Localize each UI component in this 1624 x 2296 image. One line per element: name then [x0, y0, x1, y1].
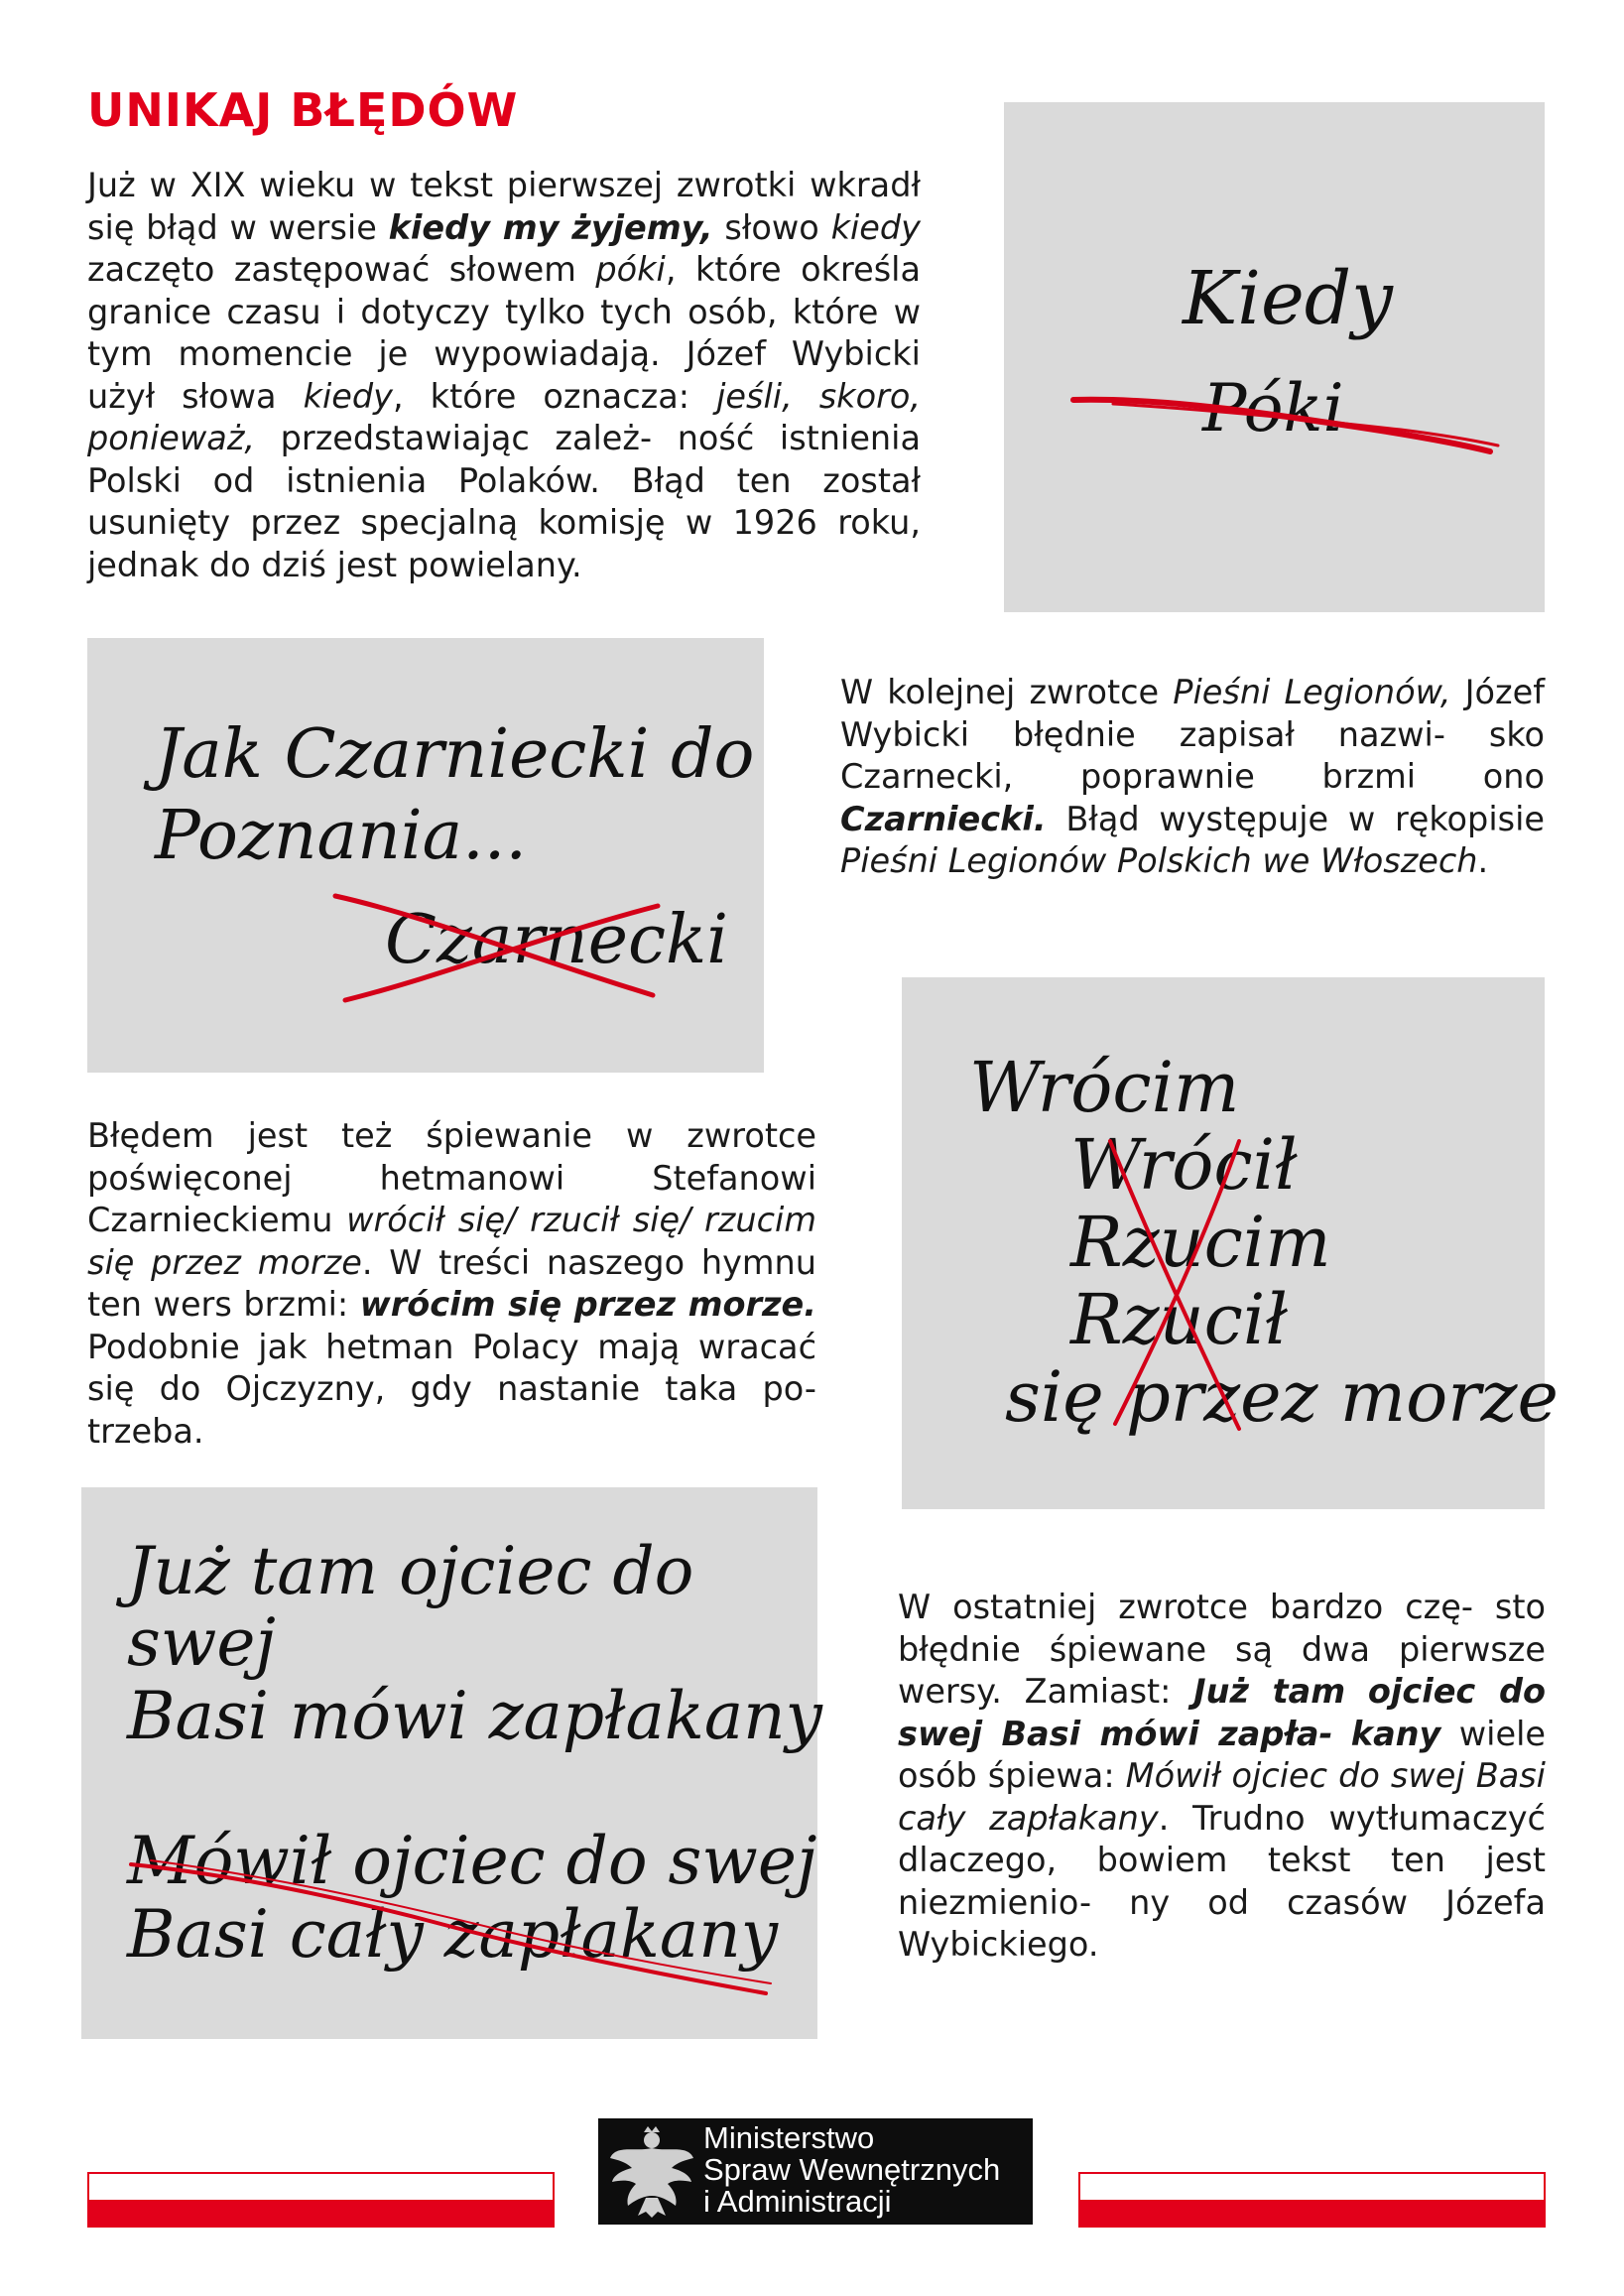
ministry-logo [598, 2118, 1033, 2225]
text-line: poświęconej hetmanowi Stefanowi [87, 1158, 816, 1198]
page-title: UNIKAJ BŁĘDÓW [87, 83, 519, 137]
basia-paragraph [898, 1587, 1546, 1967]
text-line: Józef Wybicki błędnie zapisał nazwi- [840, 673, 1545, 754]
cross-mark [325, 886, 663, 1005]
emphasis: Mówił [1125, 1756, 1221, 1795]
text-line: w 1926 roku, jednak do dziś jest powielany. [87, 503, 921, 584]
logo-line: Spraw Wewnętrznych [703, 2152, 1001, 2187]
text-line: . [1477, 841, 1489, 880]
emphasis: ojciec do swej Basi mówi zapła- [898, 1672, 1546, 1753]
text-line: . [1158, 1798, 1170, 1838]
polish-eagle-icon [606, 2124, 697, 2220]
correct-line: Poznania... [155, 797, 528, 875]
strikethrough-mark [131, 1845, 776, 2003]
emphasis: kiedy [303, 376, 394, 416]
text-line: przedstawiając zależ- [255, 419, 653, 457]
text-line: W ostatniej zwrotce bardzo czę- [898, 1588, 1473, 1626]
text-line: sko Czarnecki, poprawnie brzmi ono [840, 714, 1546, 796]
wrong-word: Wrócił [1070, 1124, 1298, 1206]
correct-word: Kiedy [1183, 256, 1393, 341]
text-line: się do Ojczyzny, gdy nastanie taka po- [87, 1369, 816, 1408]
logo-line: Ministerstwo [703, 2120, 875, 2155]
emphasis: Pieśni Legionów, [1173, 673, 1451, 711]
wrong-word: Rzucił [1070, 1279, 1288, 1360]
text-line: Już w XIX wieku w tekst pierwszej zwrotki [87, 166, 797, 204]
emphasis: ojciec do swej Basi cały zapłakany [898, 1756, 1546, 1838]
text-line: ten został usunięty przez specjalną komisję [87, 460, 922, 542]
text-line: Józef Wybicki użył słowa [87, 334, 921, 416]
wrong-line: Basi cały zapłakany [127, 1896, 779, 1973]
wrocim-paragraph [87, 1115, 816, 1453]
correct-line: Jak Czarniecki do [155, 715, 755, 794]
text-line: Podobnie jak hetman Polacy mają wracać [87, 1327, 816, 1366]
text-line: sto błędnie śpiewane są dwa [898, 1588, 1546, 1669]
emphasis: Pieśni Legionów Polskich we Włoszech [840, 841, 1478, 880]
text-line: ny od czasów Józefa Wybickiego. [898, 1882, 1546, 1964]
czarniecki-paragraph [840, 672, 1545, 883]
emphasis: wrócił się/ rzucił się/ rzucim [346, 1201, 816, 1239]
text-line: Trudno wytłumaczyć dlaczego, [898, 1798, 1546, 1879]
text-line: wiele osób śpiewa: [898, 1714, 1547, 1795]
text-line: W kolejnej zwrotce [840, 673, 1174, 711]
wrong-word: Póki [1202, 370, 1344, 446]
text-line: słowo [724, 207, 831, 247]
text-line: bowiem tekst ten jest niezmienio- [898, 1841, 1547, 1922]
text-line: ność istnienia Polski od istnienia Polaków. Błąd [87, 419, 921, 500]
wrong-word: Rzucim [1070, 1202, 1331, 1283]
text-line: , [665, 250, 677, 289]
correct-line: się przez morze [1005, 1356, 1559, 1438]
emphasis: jeśli, skoro, ponieważ, [87, 376, 921, 457]
emphasis: Już tam [1193, 1672, 1346, 1711]
text-line: osób, które w tym momencie je wypowiadają. [87, 292, 922, 373]
czarniecki-box [87, 638, 764, 1073]
correct-line: swej [127, 1604, 276, 1681]
strikethrough-mark [1073, 380, 1500, 459]
emphasis: póki [595, 250, 666, 289]
emphasis: wrócim się przez morze. [359, 1285, 816, 1324]
basia-box [81, 1487, 822, 2039]
cross-mark [1100, 1136, 1249, 1434]
kiedy-box [1004, 102, 1545, 612]
polish-flag-left [87, 2172, 555, 2228]
text-line: które określa granice czasu i dotyczy tylko tych [87, 250, 921, 331]
text-line: Błąd występuje w rękopisie [1046, 799, 1545, 838]
text-line: trzeba. [87, 1411, 204, 1451]
wrong-line: Mówił ojciec do swej [127, 1823, 817, 1899]
emphasis: kiedy my żyjemy, [388, 207, 713, 247]
emphasis: kiedy [830, 207, 921, 247]
intro-paragraph [87, 165, 921, 586]
emphasis: się przez morze [87, 1242, 362, 1282]
emphasis: Czarniecki. [840, 799, 1047, 838]
text-line: zaczęto zastępować słowem [87, 250, 596, 289]
text-line: . W treści naszego hymnu [361, 1242, 816, 1282]
polish-flag-right [1078, 2172, 1546, 2228]
correct-line: Basi mówi zapłakany [127, 1678, 822, 1754]
text-line: pierwsze wersy. Zamiast: [898, 1629, 1546, 1711]
text-line: wkradł się błąd w wersie [87, 166, 921, 247]
correct-line: Już tam ojciec do [127, 1533, 694, 1609]
wrong-word: Czarnecki [385, 901, 728, 979]
text-line: Czarnieckiemu [87, 1201, 347, 1239]
wrocim-box [902, 977, 1559, 1509]
emphasis: kany [1350, 1714, 1441, 1753]
text-line: ten wers brzmi: [87, 1285, 360, 1324]
logo-text [703, 2122, 1000, 2218]
text-line: , które oznacza: [393, 376, 690, 416]
text-line: Błędem jest też śpiewanie w zwrotce [87, 1116, 816, 1155]
correct-line: Wrócim [969, 1047, 1240, 1128]
logo-line: i Administracji [703, 2184, 892, 2219]
